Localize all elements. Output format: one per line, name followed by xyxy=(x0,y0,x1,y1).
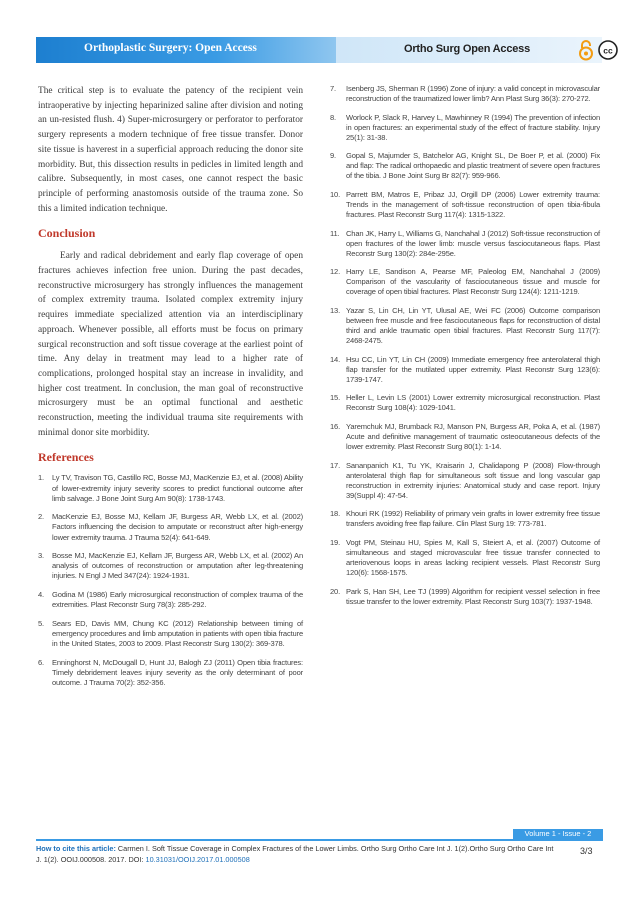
reference-number: 19. xyxy=(330,537,341,547)
conclusion-heading: Conclusion xyxy=(38,226,96,241)
reference-text: Ly TV, Travison TG, Castillo RC, Bosse MJ, MacKenzie EJ, et al. (2008) Ability of lower-extremity injury severity scores to predict functional outcome after limb salvage. J Bone Joint Surg Am 90(8): 1738-1743. xyxy=(52,473,303,503)
reference-item xyxy=(330,509,600,529)
reference-item xyxy=(330,422,600,452)
page-number: 3/3 xyxy=(580,846,593,856)
reference-text: MacKenzie EJ, Bosse MJ, Kellam JF, Burgess AR, Webb LX, et al. (2002) Factors influencing the decision to amputate or reconstruct after high-energy lower extremity trauma. J Trauma 52(4): 641-649. xyxy=(52,512,303,542)
reference-item xyxy=(330,190,600,220)
reference-item xyxy=(330,306,600,346)
reference-number: 14. xyxy=(330,354,341,364)
journal-short-title: Ortho Surg Open Access xyxy=(404,43,530,55)
reference-number: 16. xyxy=(330,421,341,431)
reference-item xyxy=(38,473,303,503)
reference-text: Heller L, Levin LS (2001) Lower extremity microsurgical reconstruction. Plast Reconstr Surg 108(4): 1029-1041. xyxy=(346,393,600,413)
reference-number: 17. xyxy=(330,460,341,470)
doi-link[interactable]: 10.31031/OOIJ.2017.01.000508 xyxy=(145,855,250,864)
reference-text: Worlock P, Slack R, Harvey L, Mawhinney R (1994) The prevention of infection in open fractures: an experimental study of the effect of fracture stability. Injury 25(1): 31-38. xyxy=(346,112,600,142)
reference-number: 8. xyxy=(330,112,336,122)
reference-text: Yazar S, Lin CH, Lin YT, Ulusal AE, Wei FC (2006) Outcome comparison between free muscle and free fasciocutaneous flaps for reconstruction of distal third and ankle traumatic open tibial fractures. Plast Reconstr Surg 117(7): 2468-2475. xyxy=(346,305,600,346)
reference-number: 12. xyxy=(330,267,341,277)
reference-item xyxy=(330,151,600,181)
reference-text: Park S, Han SH, Lee TJ (1999) Algorithm for recipient vessel selection in free tissue transfer to the lower extremity. Plast Reconstr Surg 103(7): 1937-1948. xyxy=(346,586,600,606)
svg-text:cc: cc xyxy=(603,45,613,56)
page-header xyxy=(36,37,613,63)
reference-item xyxy=(38,658,303,688)
reference-text: Enninghorst N, McDougall D, Hunt JJ, Balogh ZJ (2011) Open tibia fractures: Timely debridement leaves injury severity as the only determinant of poor outcome. J Trauma 70(2): 352-356. xyxy=(52,657,303,687)
reference-text: Vogt PM, Steinau HU, Spies M, Kall S, Steiert A, et al. (2007) Outcome of simultaneous and staged microvascular free tissue transfer connected to arteriovenous loops in areas lacking recipient vessels. Plast Reconstr Surg 120(6): 1568-1575. xyxy=(346,537,600,578)
right-column xyxy=(330,84,600,615)
reference-number: 4. xyxy=(38,590,44,600)
reference-number: 2. xyxy=(38,512,44,522)
reference-text: Yaremchuk MJ, Brumback RJ, Manson PN, Burgess AR, Poka A, et al. (1987) Acute and definitive management of traumatic osteocutaneous defects of the lower extremity. Plast Reconstr Surg 80(1): 1-14. xyxy=(346,421,600,452)
reference-item xyxy=(330,229,600,259)
reference-list-left xyxy=(38,473,303,688)
footer-divider xyxy=(36,839,603,841)
reference-text: Khouri RK (1992) Reliability of primary vein grafts in lower extremity free tissue transfers avoiding free flap failure. Clin Plast Surg 19: 773-781. xyxy=(346,509,600,529)
conclusion-paragraph: Early and radical debridement and early flap coverage of open fractures achieves infection free union. During the past decades, reconstructive microsurgery has strongly influences the management of complex extremity trauma. Isolated complex extremity injury requires immediate specialized attention via an interdisciplinary approach. Whenever possible, all efforts must be focus on primary surgical reconstruction and soft tissue coverage at the earliest point of time. Any delay in treatment may lead to a higher rate of complications, prolonged hospital stay an increase in invalidity, and higher cost treatment. In conclusion, the man goal of reconstructive microsurgery must be an optimal functional and aesthetic reconstruction, meeting the individual trauma site requirements with minimal donor site morbidity. xyxy=(38,251,303,438)
reference-number: 3. xyxy=(38,551,44,561)
reference-item xyxy=(38,512,303,542)
reference-item xyxy=(330,355,600,385)
reference-item xyxy=(330,84,600,104)
reference-number: 10. xyxy=(330,189,341,199)
header-journal-band xyxy=(36,37,336,63)
reference-list-right xyxy=(330,84,600,607)
citation-text: Carmen I. Soft Tissue Coverage in Complex Fractures of the Lower Limbs. Ortho Surg Ortho Care Int J. 1(2).Ortho Surg Ortho Care Int J. 1(2). OOIJ.000508. 2017. DOI: xyxy=(36,844,554,864)
reference-text: Sananpanich K1, Tu YK, Kraisarin J, Chalidapong P (2008) Flow-through anterolateral thigh flap for simultaneous soft tissue and long vascular gap reconstruction in extremity injuries: Anatomical study and case report. Injury 39(Suppl 4): 47-54. xyxy=(346,460,600,500)
reference-number: 11. xyxy=(330,228,340,238)
reference-number: 7. xyxy=(330,84,336,93)
reference-number: 18. xyxy=(330,509,341,519)
reference-item xyxy=(330,113,600,143)
reference-text: Sears ED, Davis MM, Chung KC (2012) Relationship between timing of emergency procedures and limb amputation in patients with open tibia fracture in the United States, 2003 to 2009. Plast Reconstr Surg 130(2): 369-378. xyxy=(52,618,303,649)
reference-number: 9. xyxy=(330,151,336,161)
intro-paragraph: The critical step is to evaluate the patency of the recipient vein intraoperative by injecting heparinized saline after division and noting an un-resisted flush. 4) Super-microsurgery or perforator to perforator surgery represents a modern technique of free tissue transfer. Donor site tissue is haverest in a superficial approach reducing the donor site morbidity. But, this dissection results in pedicles in limited length and calibre. Subsequently, in most cases, one cannot respect the basic principle of performing anastomosis outside of the trauma zone. So this a limited indication technique. xyxy=(38,86,303,214)
citation-label: How to cite this article: xyxy=(36,844,116,853)
reference-text: Isenberg JS, Sherman R (1996) Zone of injury: a valid concept in microvascular reconstruction of the traumatized lower limb? Ann Plast Surg 36(3): 270-272. xyxy=(346,84,600,104)
reference-text: Chan JK, Harry L, Williams G, Nanchahal J (2012) Soft-tissue reconstruction of open fractures of the lower limb: muscle versus fasciocutaneous flaps. Plast Reconstr Surg 130(2): 284e-295e. xyxy=(346,228,600,258)
journal-name: Orthoplastic Surgery: Open Access xyxy=(84,42,257,54)
reference-number: 1. xyxy=(38,473,44,483)
reference-text: Bosse MJ, MacKenzie EJ, Kellam JF, Burgess AR, Webb LX, et al. (2002) An analysis of outcomes of reconstruction or amputation after leg-threatening injuries. N Engl J Med 347(24): 1924-1931. xyxy=(52,551,303,581)
reference-item xyxy=(330,538,600,578)
reference-number: 6. xyxy=(38,657,44,667)
reference-text: Gopal S, Majumder S, Batchelor AG, Knight SL, De Boer P, et al. (2000) Fix and flap: The radical orthopaedic and plastic treatment of severe open fractures of the tibia. J Bone Joint Surg Br 82(7): 959-966. xyxy=(346,151,600,181)
reference-item xyxy=(330,393,600,413)
citation-block xyxy=(36,843,556,865)
reference-item xyxy=(38,619,303,649)
reference-number: 5. xyxy=(38,618,44,628)
reference-text: Hsu CC, Lin YT, Lin CH (2009) Immediate emergency free anterolateral thigh flap transfer for the mutilated upper extremity. Plast Reconstr Surg 123(6): 1739-1747. xyxy=(346,354,600,384)
reference-number: 20. xyxy=(330,586,341,596)
reference-number: 15. xyxy=(330,393,341,403)
reference-item xyxy=(330,461,600,501)
open-access-icon xyxy=(578,39,594,61)
references-heading: References xyxy=(38,450,94,465)
reference-text: Harry LE, Sandison A, Pearse MF, Paleolog EM, Nanchahal J (2009) Comparison of the vascularity of fasciocutaneous tissue and muscle for coverage of open tibial fractures. Plast Reconstr Surg 124(4): 1211-1219. xyxy=(346,267,600,297)
reference-text: Godina M (1986) Early microsurgical reconstruction of complex trauma of the extremities. Plast Reconstr Surg 78(3): 285-292. xyxy=(52,590,303,610)
reference-item xyxy=(330,267,600,297)
volume-issue-badge: Volume 1 - Issue - 2 xyxy=(513,829,603,839)
reference-item xyxy=(330,587,600,607)
left-column xyxy=(38,84,303,697)
reference-text: Parrett BM, Matros E, Pribaz JJ, Orgill DP (2006) Lower extremity trauma: Trends in the management of soft-tissue reconstruction of open tibia-fibula fractures. Plast Reconstr Surg 117(4): 1315-1322. xyxy=(346,189,600,220)
creative-commons-icon xyxy=(598,40,618,60)
header-right-band xyxy=(336,37,613,63)
reference-item xyxy=(38,551,303,581)
reference-item xyxy=(38,590,303,610)
reference-number: 13. xyxy=(330,305,341,315)
